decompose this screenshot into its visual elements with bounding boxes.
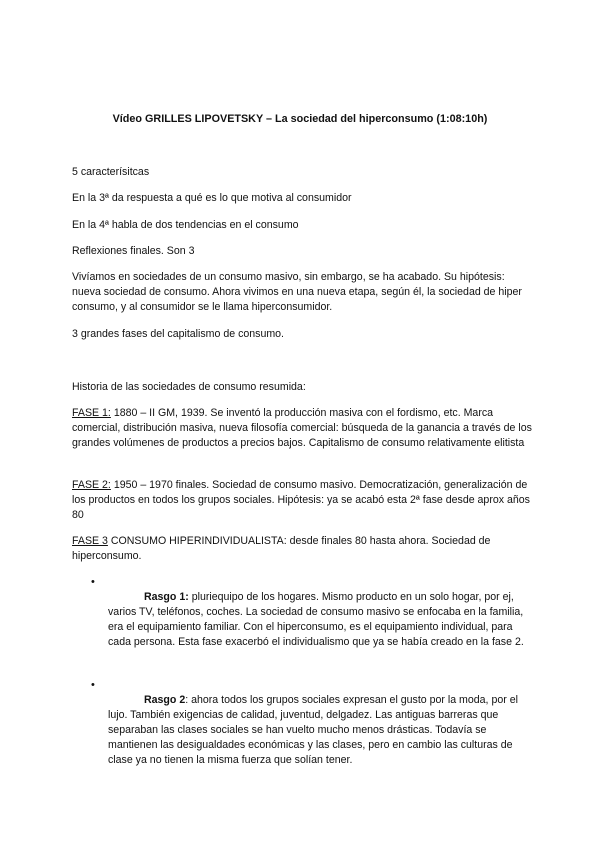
fase-2-label: FASE 2: (72, 479, 111, 491)
document-title: Vídeo GRILLES LIPOVETSKY – La sociedad del hiperconsumo (1:08:10h) (112, 113, 488, 125)
rasgo-2-text: : ahora todos los grupos sociales expresan el gusto por la moda, por el lujo. También exigencias de calidad, juventud, delgadez. Las antiguas barreras que separaban las clases sociales se han vuelto mucho menos drásticas. Todavía se mantienen las desigualdades económicas y las clases, pero en cambio las culturas de clase ya no tienen la misma fuerza que solían tener. (108, 694, 518, 766)
intro-line-4: Reflexiones finales. Son 3 (72, 245, 195, 257)
fase-3-label: FASE 3 (72, 535, 108, 547)
rasgo-1-item (108, 590, 533, 650)
rasgo-2-label: Rasgo 2 (144, 694, 186, 706)
fase-2-text: 1950 – 1970 finales. Sociedad de consumo masivo. Democratización, generalización de los productos en todos los grupos sociales. Hipótesis: ya se acabó esta 2ª fase desde aprox años 80 (72, 479, 530, 521)
rasgo-2-item (108, 693, 533, 768)
rasgo-1-label: Rasgo 1: (144, 591, 189, 603)
fase-2-paragraph (72, 478, 532, 523)
intro-paragraph-hypothesis: Vivíamos en sociedades de un consumo masivo, sin embargo, se ha acabado. Su hipótesis: nueva sociedad de consumo. Ahora vivimos en una nueva etapa, según él, la sociedad de hiper consumo, y al consumidor se le llama hiperconsumidor. (72, 271, 522, 313)
fase-3-text: CONSUMO HIPERINDIVIDUALISTA: desde finales 80 hasta ahora. Sociedad de hiperconsumo. (72, 535, 491, 562)
fase-1-text: 1880 – II GM, 1939. Se inventó la producción masiva con el fordismo, etc. Marca comercial, distribución masiva, nueva filosofía comercial: búsqueda de la ganancia a través de los grandes volúmenes de productos a precios bajos. Capitalismo de consumo relativamente elitista (72, 407, 532, 449)
rasgo-1-text: pluriequipo de los hogares. Mismo producto en un solo hogar, por ej, varios TV, teléfonos, coches. La sociedad de consumo masivo se enfocaba en la familia, era el equipamiento familiar. Con el hiperconsumo, es el equipamiento individual, para cada persona. Esta fase exacerbó el individualismo que ya se había creado en la fase 2. (108, 591, 524, 648)
bullet-icon: • (91, 576, 95, 588)
fase-1-label: FASE 1: (72, 407, 111, 419)
intro-line-1: 5 caracterísitcas (72, 166, 150, 178)
intro-paragraph-phases: 3 grandes fases del capitalismo de consumo. (72, 328, 284, 340)
history-heading: Historia de las sociedades de consumo resumida: (72, 381, 306, 393)
fase-1-paragraph (72, 406, 532, 451)
intro-line-3: En la 4ª habla de dos tendencias en el consumo (72, 219, 299, 231)
bullet-icon: • (91, 679, 95, 691)
intro-line-2: En la 3ª da respuesta a qué es lo que motiva al consumidor (72, 192, 352, 204)
fase-3-paragraph (72, 534, 532, 564)
